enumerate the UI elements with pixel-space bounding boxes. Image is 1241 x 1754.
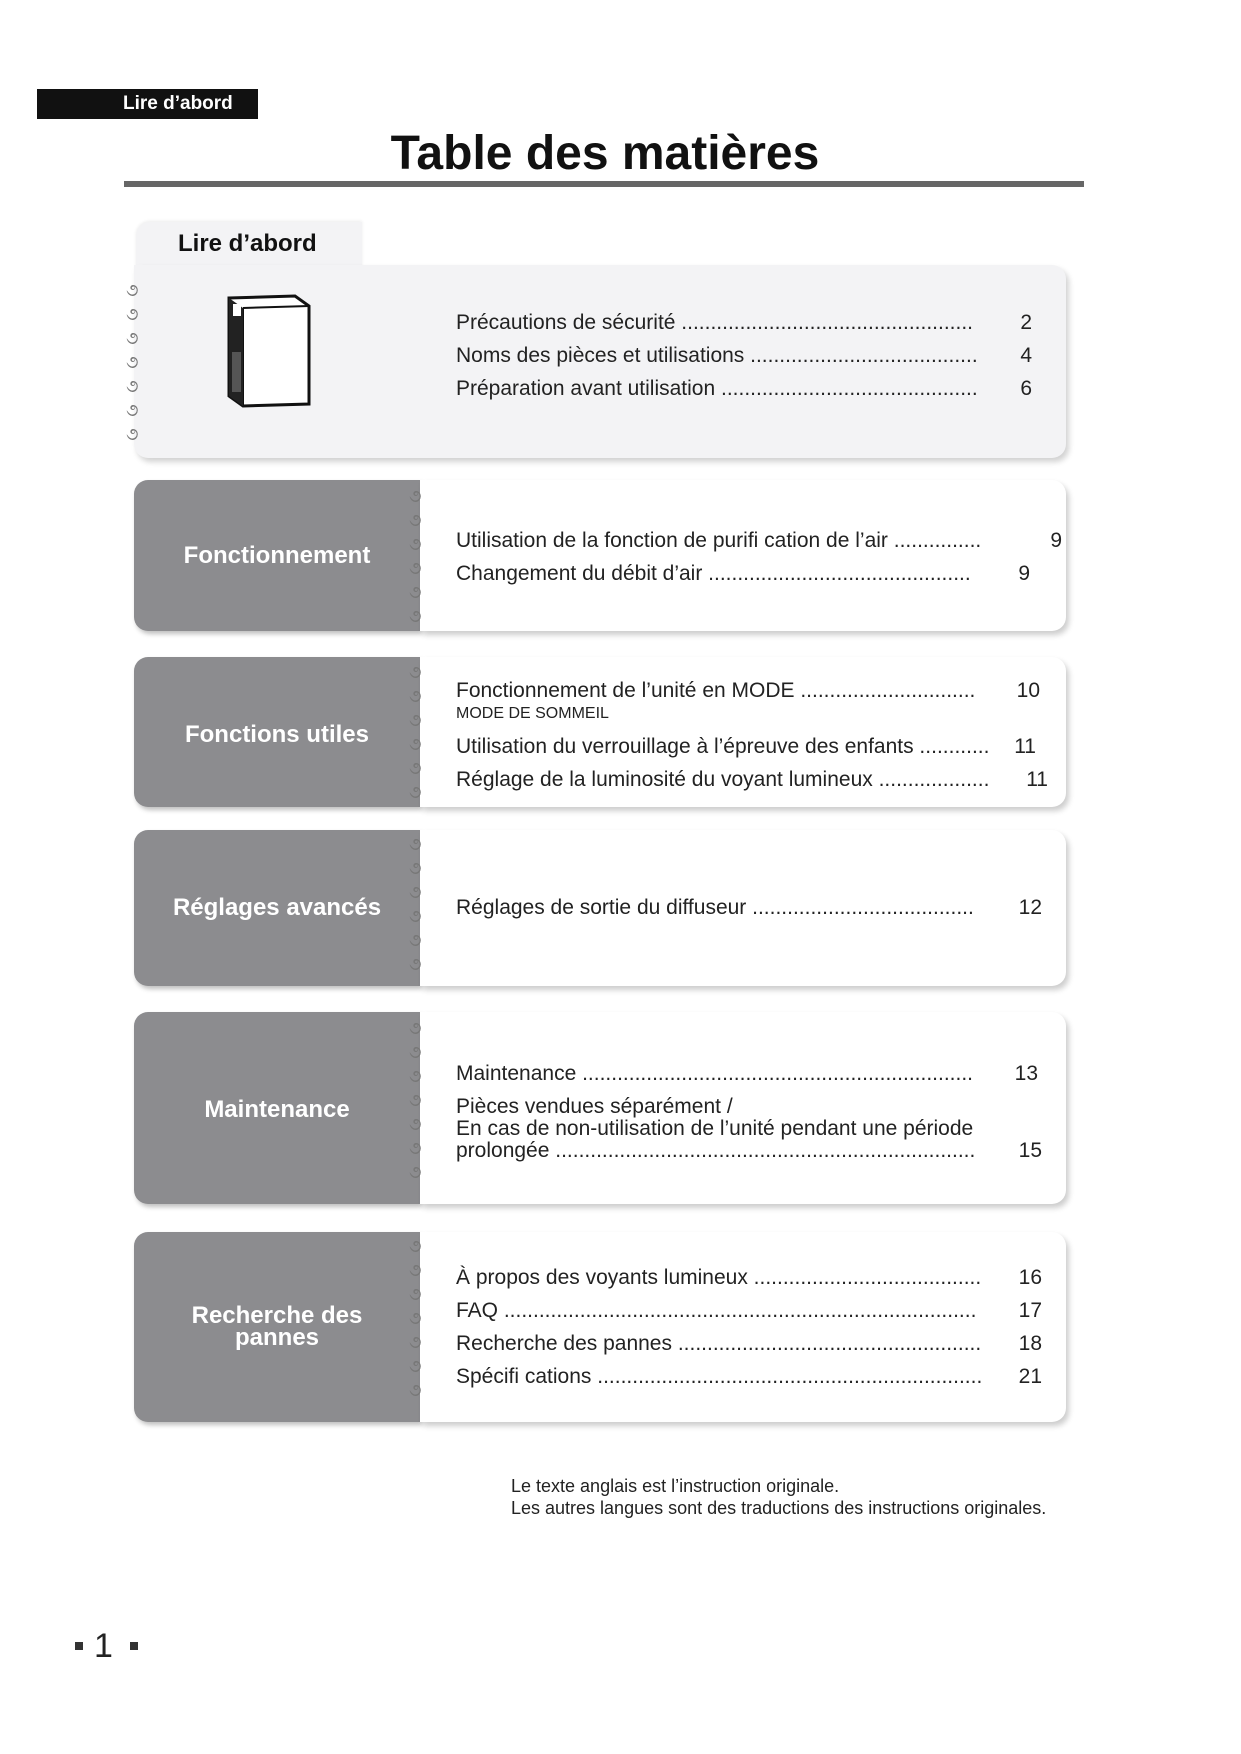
page-number-marker-icon [75, 1642, 83, 1650]
spiral-ring-icon: ૭ [126, 424, 139, 444]
spiral-ring-icon: ૭ [409, 606, 422, 626]
spiral-ring-icon: ૭ [409, 734, 422, 754]
section3-spiral [409, 660, 433, 804]
spiral-ring-icon: ૭ [409, 1018, 422, 1038]
toc-entry: Changement du débit d’air ............................................. [456, 562, 971, 585]
toc-page: 15 [1018, 1139, 1042, 1162]
toc-page: 10 [1016, 679, 1040, 702]
spiral-ring-icon: ૭ [409, 1066, 422, 1086]
page-number: 1 [94, 1627, 113, 1665]
spiral-ring-icon: ૭ [409, 1042, 422, 1062]
spiral-ring-icon: ૭ [409, 1138, 422, 1158]
spiral-ring-icon: ૭ [409, 1236, 422, 1256]
toc-entry: Réglages de sortie du diffuseur ...................................... [456, 896, 974, 919]
title-rule [124, 181, 1084, 187]
toc-page: 9 [1050, 529, 1062, 552]
toc-entry: Précautions de sécurité .................................................. [456, 311, 974, 334]
toc-entry: FAQ ................................................................................. [456, 1299, 977, 1322]
toc-entry: Préparation avant utilisation ............................................ [456, 377, 978, 400]
section-tag: Lire d’abord [37, 89, 258, 119]
spiral-ring-icon: ૭ [409, 1308, 422, 1328]
toc-entry: Pièces vendues séparément / [456, 1095, 733, 1118]
spiral-ring-icon: ૭ [409, 1260, 422, 1280]
spiral-ring-icon: ૭ [126, 400, 139, 420]
spiral-ring-icon: ૭ [409, 534, 422, 554]
spiral-ring-icon: ૭ [126, 280, 139, 300]
section1-spiral [126, 278, 152, 446]
spiral-ring-icon: ૭ [409, 782, 422, 802]
toc-page: 4 [1020, 344, 1032, 367]
toc-entry: À propos des voyants lumineux ....................................... [456, 1266, 982, 1289]
spiral-ring-icon: ૭ [409, 834, 422, 854]
spiral-ring-icon: ૭ [409, 582, 422, 602]
air-purifier-icon [225, 292, 315, 412]
section4-spiral [409, 832, 433, 976]
toc-entry: Réglage de la luminosité du voyant lumineux ................... [456, 768, 990, 791]
section6-label-line1: Recherche des [191, 1302, 363, 1329]
section1-tab-label: Lire d’abord [178, 230, 317, 257]
spiral-ring-icon: ૭ [409, 1162, 422, 1182]
page-number-marker-icon [130, 1642, 138, 1650]
section4-label: Réglages avancés [172, 894, 382, 921]
spiral-ring-icon: ૭ [409, 1332, 422, 1352]
spiral-ring-icon: ૭ [126, 328, 139, 348]
toc-page: 11 [1026, 768, 1048, 791]
section6-label-line2: pannes [234, 1324, 320, 1351]
toc-entry: prolongée ........................................................................ [456, 1139, 976, 1162]
spiral-ring-icon: ૭ [409, 662, 422, 682]
spiral-ring-icon: ૭ [409, 1090, 422, 1110]
spiral-ring-icon: ૭ [409, 558, 422, 578]
spiral-ring-icon: ૭ [409, 930, 422, 950]
spiral-ring-icon: ૭ [409, 486, 422, 506]
toc-entry: Maintenance ................................................................... [456, 1062, 973, 1085]
toc-entry: Fonctionnement de l’unité en MODE .............................. [456, 679, 976, 702]
spiral-ring-icon: ૭ [126, 304, 139, 324]
spiral-ring-icon: ૭ [409, 710, 422, 730]
toc-page: 12 [1018, 896, 1042, 919]
spiral-ring-icon: ૭ [409, 1114, 422, 1134]
toc-entry: Utilisation du verrouillage à l’épreuve des enfants ............ [456, 735, 990, 758]
section3-label: Fonctions utiles [184, 721, 369, 748]
toc-page: 11 [1014, 735, 1036, 758]
toc-page: 16 [1018, 1266, 1042, 1289]
section6-card [420, 1232, 1066, 1422]
section2-card [420, 480, 1066, 631]
toc-entry: En cas de non-utilisation de l’unité pendant une période [456, 1117, 974, 1140]
page-title: Table des matières [390, 127, 820, 180]
toc-entry: Recherche des pannes .................................................... [456, 1332, 982, 1355]
section5-label: Maintenance [204, 1096, 350, 1123]
toc-page: 6 [1020, 377, 1032, 400]
footer-line-1: Le texte anglais est l’instruction originale. [511, 1476, 840, 1496]
toc-page: 17 [1018, 1299, 1042, 1322]
spiral-ring-icon: ૭ [409, 758, 422, 778]
spiral-ring-icon: ૭ [409, 1284, 422, 1304]
section5-spiral [409, 1016, 433, 1184]
footer-line-2: Les autres langues sont des traductions des instructions originales. [511, 1498, 1047, 1518]
toc-page: 18 [1018, 1332, 1042, 1355]
spiral-ring-icon: ૭ [409, 1356, 422, 1376]
spiral-ring-icon: ૭ [126, 376, 139, 396]
toc-page: 21 [1018, 1365, 1042, 1388]
toc-page: 13 [1014, 1062, 1038, 1085]
toc-entry: Spécifi cations .................................................................. [456, 1365, 983, 1388]
spiral-ring-icon: ૭ [409, 882, 422, 902]
toc-entry: Noms des pièces et utilisations ....................................... [456, 344, 978, 367]
spiral-ring-icon: ૭ [409, 858, 422, 878]
section2-spiral [409, 484, 433, 628]
toc-page: 2 [1020, 311, 1032, 334]
spiral-ring-icon: ૭ [409, 906, 422, 926]
footer-note [511, 1475, 1046, 1519]
section6-spiral [409, 1234, 433, 1402]
spiral-ring-icon: ૭ [409, 1380, 422, 1400]
spiral-ring-icon: ૭ [409, 954, 422, 974]
section2-label: Fonctionnement [183, 542, 371, 569]
spiral-ring-icon: ૭ [126, 352, 139, 372]
spiral-ring-icon: ૭ [409, 510, 422, 530]
spiral-ring-icon: ૭ [409, 686, 422, 706]
toc-subentry: MODE DE SOMMEIL [456, 705, 609, 722]
toc-page: 9 [1018, 562, 1030, 585]
toc-entry: Utilisation de la fonction de purifi cation de l’air ............... [456, 529, 982, 552]
